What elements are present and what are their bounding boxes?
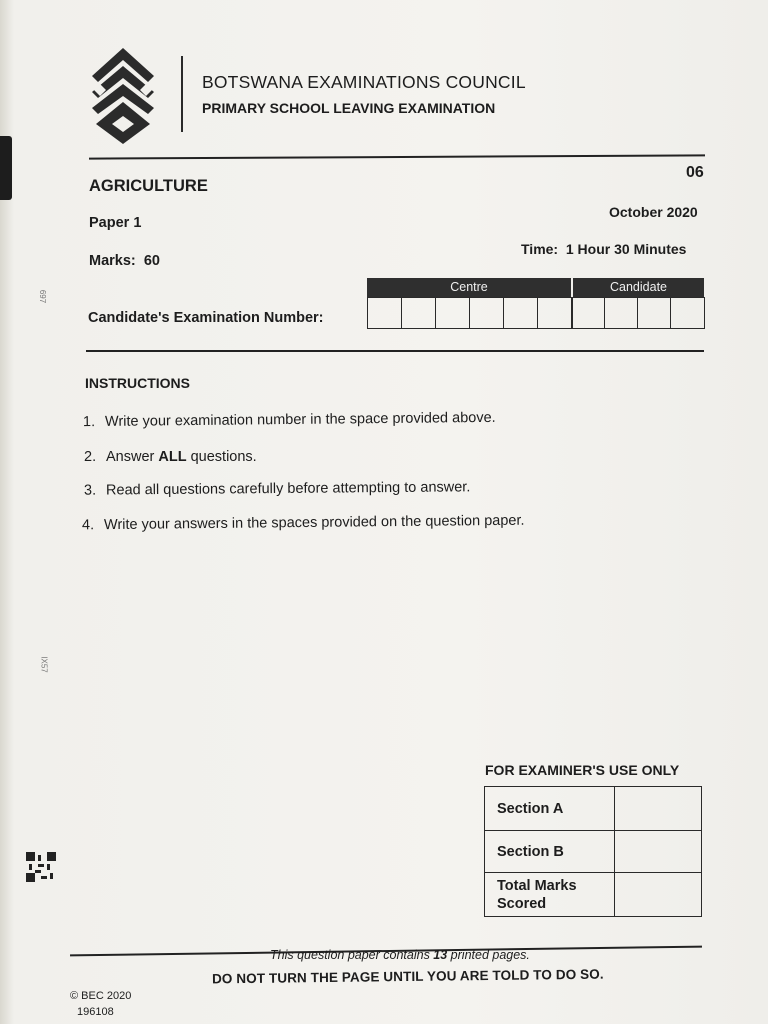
- candidate-digit-box[interactable]: [671, 298, 704, 328]
- instruction-text-post: questions.: [186, 449, 257, 465]
- total-score-box[interactable]: [615, 873, 702, 917]
- council-name: BOTSWANA EXAMINATIONS COUNCIL: [202, 72, 526, 92]
- examiner-marks-table: [484, 786, 702, 917]
- centre-digit-box[interactable]: [504, 298, 538, 328]
- time-info: [521, 241, 686, 257]
- instruction-number: 1.: [82, 414, 96, 431]
- time-label: Time:: [521, 241, 559, 257]
- candidate-number-boxes: [571, 297, 705, 329]
- margin-code-bottom: IX57: [39, 656, 49, 673]
- paper-serial-code: 196108: [77, 1006, 114, 1018]
- exam-date: October 2020: [609, 204, 698, 220]
- instruction-text-pre: Answer: [106, 449, 159, 465]
- section-a-score-box[interactable]: [615, 787, 702, 831]
- candidate-digit-box[interactable]: [605, 298, 638, 328]
- candidate-number-grid: [367, 270, 704, 330]
- instruction-text-bold: ALL: [158, 449, 187, 465]
- instruction-text: Write your examination number in the space provided above.: [104, 409, 496, 430]
- candidate-digit-box[interactable]: [572, 298, 605, 328]
- centre-digit-box[interactable]: [436, 298, 470, 328]
- header-divider: [181, 56, 183, 132]
- pages-note: [270, 948, 530, 962]
- instruction-text: Write your answers in the spaces provided on the question paper.: [103, 512, 525, 534]
- instruction-text: Read all questions carefully before attempting to answer.: [105, 479, 471, 499]
- centre-digit-box[interactable]: [470, 298, 504, 328]
- paper-number: Paper 1: [89, 215, 142, 231]
- centre-digit-box[interactable]: [368, 298, 402, 328]
- instruction-item: [83, 410, 496, 430]
- section-rule: [86, 350, 704, 352]
- margin-code-top: 697: [38, 289, 48, 304]
- candidate-header: Candidate: [571, 278, 704, 297]
- row-label: Section B: [485, 831, 615, 873]
- candidate-digit-box[interactable]: [638, 298, 671, 328]
- do-not-turn-warning: DO NOT TURN THE PAGE UNTIL YOU ARE TOLD TO DO SO.: [211, 966, 604, 987]
- marks-info: [89, 253, 160, 269]
- table-row: [485, 787, 702, 831]
- instruction-number: 3.: [83, 482, 97, 499]
- row-label: Total Marks Scored: [485, 873, 615, 917]
- instruction-item: [84, 449, 257, 465]
- paper-code: 06: [686, 164, 704, 181]
- exam-name: PRIMARY SCHOOL LEAVING EXAMINATION: [202, 100, 496, 116]
- instruction-item: [84, 479, 470, 498]
- time-value: 1 Hour 30 Minutes: [565, 241, 687, 257]
- instruction-number: 2.: [84, 449, 97, 465]
- centre-digit-box[interactable]: [538, 298, 572, 328]
- qr-code-icon: [26, 852, 56, 882]
- instruction-number: 4.: [81, 517, 95, 534]
- row-label: Section A: [485, 787, 615, 831]
- page-count: 13: [433, 948, 448, 962]
- instruction-item: [82, 513, 525, 534]
- instructions-title: INSTRUCTIONS: [85, 375, 190, 391]
- centre-number-boxes: [367, 297, 573, 329]
- centre-digit-box[interactable]: [402, 298, 436, 328]
- table-row: [485, 831, 702, 873]
- marks-value: 60: [143, 253, 160, 269]
- table-row: [485, 873, 702, 917]
- binder-tab: [0, 136, 12, 200]
- marks-label: Marks:: [89, 253, 136, 269]
- copyright-notice: © BEC 2020: [70, 990, 132, 1002]
- header-rule: [89, 154, 705, 159]
- centre-header: Centre: [367, 278, 571, 297]
- bec-logo-icon: [88, 46, 158, 146]
- pages-note-pre: This question paper contains: [270, 948, 434, 962]
- candidate-number-label: Candidate's Examination Number:: [88, 310, 324, 326]
- examiner-use-title: FOR EXAMINER'S USE ONLY: [485, 762, 680, 778]
- section-b-score-box[interactable]: [615, 831, 702, 873]
- subject-title: AGRICULTURE: [89, 177, 208, 195]
- pages-note-post: printed pages.: [447, 948, 530, 962]
